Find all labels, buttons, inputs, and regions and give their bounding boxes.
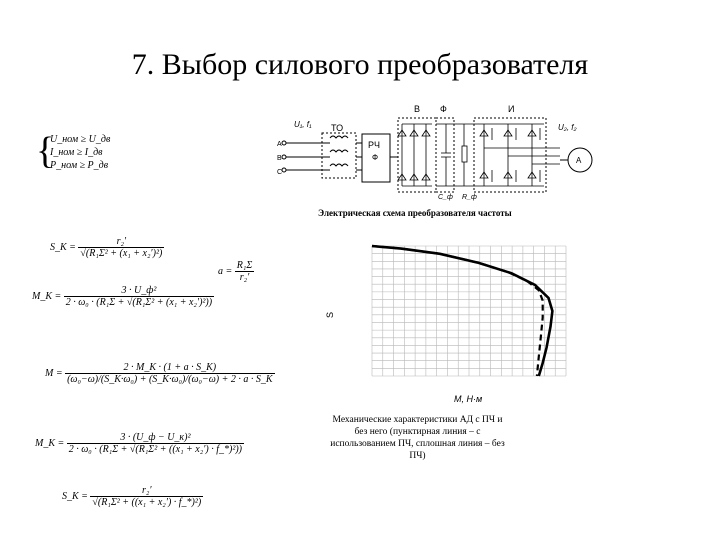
mk-formula-2: M_K = $\frac{\text{3 · (U\_ф − U\_к)²}}{\text{2 · ω₀ · (R₁Σ + √(R₁Σ² + ((x₁ + x₂′) · f\_*)²))}}$ [35, 432, 243, 455]
chart-xlabel: M, Н·м [454, 394, 483, 404]
cd-label: C_ф [438, 194, 453, 201]
slide-title: 7. Выбор силового преобразователя [131, 48, 589, 81]
m-formula: M = $\frac{2 \cdot M\_K \cdot (1 + a \cdot S\_K)}{\text{(ω₀−ω)/(S\_K·ω₀) + (S\_K·ω₀)/(ω₀−ω) + 2 · a · S\_K}}$ [45, 362, 273, 385]
chart-grid [372, 246, 566, 376]
chart-ylabel: S [325, 311, 335, 318]
to-label: ТО [331, 123, 344, 133]
b-phase-label: B [277, 155, 282, 162]
pch-phi-label: Ф [372, 153, 379, 162]
mech-caption: Механические характеристики АД с ПЧ и без него (пунктирная линия – с использованием ПЧ, сплошная линия – без ПЧ) [330, 415, 505, 461]
i-label: И [508, 104, 515, 114]
sk-formula-1: S_K = $\frac{\text{r₂′}}{\text{√(R₁Σ² + (x₁ + x₂′)²)}}$ [50, 236, 163, 259]
curve-without-converter [372, 246, 552, 376]
system-power: P_ном ≥ P_дв [50, 160, 109, 171]
sk-formula-2: S_K = $\frac{\text{r₂′}}{\text{√(R₁Σ² + ((x₁ + x₂′) · f\_*)²)}}$ [62, 485, 202, 508]
a-phase-label: A [277, 141, 282, 148]
rd-label: R_ф [462, 194, 477, 201]
motor-label: A [576, 156, 582, 165]
c-phase-label: C [277, 169, 283, 176]
mk-formula-1: M_K = $\frac{\text{3 · U\_ф²}}{\text{2 · ω₀ · (R₁Σ + √(R₁Σ² + (x₁ + x₂′)²))}}$ [32, 285, 213, 308]
curve-with-converter [372, 246, 543, 376]
phi-label: Ф [440, 104, 447, 114]
system-current: I_ном ≥ I_дв [50, 147, 103, 158]
u1f1-label: U₁, f₁ [294, 120, 312, 129]
pch-label: РЧ [368, 140, 381, 150]
chart-curves [372, 246, 552, 376]
a-formula: a = $\frac{\text{R₁Σ}}{\text{r₂′}}$ [218, 260, 253, 283]
u2f2-label: U₂, f₂ [558, 123, 577, 132]
system-voltage: U_ном ≥ U_дв [50, 134, 111, 145]
circuit-caption: Электрическая схема преобразователя частоты [318, 208, 512, 218]
v-label: В [414, 104, 421, 114]
